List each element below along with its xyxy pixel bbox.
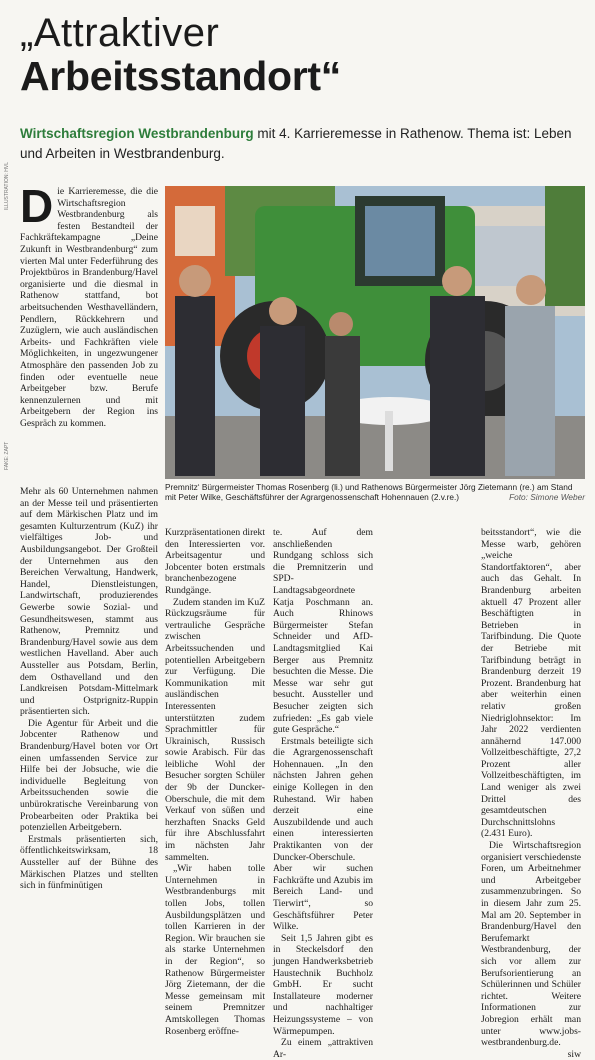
photo-caption bbox=[165, 482, 585, 503]
photo-illustration bbox=[165, 186, 585, 479]
paragraph: Zudem standen im KuZ Rückzugsräume für vertrauliche Gespräche zwischen Arbeitssuchenden und potentiellen Arbeitgebern zur Verfügung. Die Kommunikation mit ausländischen Interessenten unterstützten zudem Sprachmittler für Ukrainisch, Russisch sowie Arabisch. Für das leibliche Wohl der Besucher sorgten Schüler der 9b der Duncker-Oberschule, die mit dem Verkauf von süßen und herzhaften Snacks Geld für ihre Abschlussfahrt im nächsten Jahr sammelten. bbox=[165, 596, 265, 863]
paragraph: Mehr als 60 Unternehmen nahmen an der Messe teil und präsentierten auf dem Märkischen Platz und im gesamten Kulturzentrum (KuZ) ihr vielfältiges Job- und Ausbildungsangebot. Der Großteil der Unternehmen aus den Bereichen Verwaltung, Handwerk, Handel, Dienstleistungen, Landwirtschaft, produzierendes Gewerbe sowie Sozial- und Gesundheitswesen, stammt aus Rathenow, Premnitz und Brandenburg/Havel sowie aus dem westlichen Havelland. Aber auch Aussteller aus Potsdam, Berlin, dem Osthavelland und den Landkreisen Potsdam-Mittelmark und Ostprignitz-Ruppin präsentierten sich. bbox=[20, 486, 158, 718]
article-photo bbox=[165, 186, 585, 479]
paragraph: Erstmals präsentierten sich, öffentlichkeitswirksam, 18 Aussteller auf der Bühne des Märkischen Platzes und stellten sich in fünfminütigen bbox=[20, 833, 158, 892]
paragraph: Die Wirtschaftsregion organisiert verschiedenste Foren, um Arbeitnehmer und Arbeitgeber zusammenzubringen. So in diesem Jahr zum 25. Mal am 20. September in Brandenburg/Havel den Berufemarkt Westbrandenburg, der sich vor allem zur Berufsorientierung an Schülerinnen und Schüler richtet. Weitere Informationen zur Jobregion erhält man unter www.jobs-westbrandenburg.de. bbox=[481, 840, 581, 1049]
article-column-1 bbox=[20, 486, 158, 946]
paragraph: Seit 1,5 Jahren gibt es in Steckelsdorf den jungen Handwerksbetrieb Haustechnik Buchholz GmbH. Er sucht Installateure moderner und nachhaltiger Heizungssysteme – von Wärmepumpen. bbox=[273, 932, 373, 1037]
side-credit-top: ILLUSTRATION: HVL bbox=[4, 162, 10, 210]
paragraph: Kurzpräsentationen direkt den Interessierten vor. Arbeitsagentur und Jobcenter boten erstmals branchenbezogene Rundgänge. bbox=[165, 527, 265, 596]
article-column-1-intro bbox=[20, 180, 158, 474]
paragraph: Zu einem „attraktiven Ar- bbox=[273, 1037, 373, 1060]
paragraph: te. Auf dem anschließenden Rundgang schloss sich die Premnitzerin und SPD-Landtagsabgeordnete Katja Poschmann an. Auch Rhinows Bürgermeister Stefan Schneider und AfD-Landtagsmitglied Kai Berger aus Premnitz besuchten die Messe. Die Messe war sehr gut besucht. Aussteller und Besucher zeigten sich zufrieden: „Es gab viele gute Gespräche.“ bbox=[273, 527, 373, 736]
headline-line1: „Attraktiver bbox=[20, 11, 220, 55]
headline bbox=[20, 12, 580, 98]
intro-paragraph: ie Karrieremesse, die die Wirtschaftsregion Westbrandenburg als festen Bestandteil der Fachkräftekampagne „Deine Zukunft in Westbrandenburg“ zum vierten Mal unter Federführung des Projektbüros in Brandenburg/Havel organisierte und die diesmal in Rathenow stattfand, bot arbeitsuchenden Westhavelländern, Pendlern, Rückkehrern und Zuzüglern, wie auch ausländischen Arbeits- und Fachkräften viele Möglichkeiten, in ungezwungener Atmosphäre den passenden Job zu finden oder eventuelle neue Arbeitgeber bzw. Berufe kennenzulernen und mit Arbeitgebern der Region ins Gespräch zu kommen. bbox=[20, 186, 158, 429]
headline-line2: Arbeitsstandort“ bbox=[20, 53, 341, 99]
subheadline-highlight: Wirtschaftsregion Westbrandenburg bbox=[20, 126, 254, 141]
subheadline-text: mit 4. Karrieremesse in Rathenow. Thema ist: Leben und Arbeiten in Westbrandenburg. bbox=[20, 126, 572, 161]
dropcap: D bbox=[20, 180, 54, 232]
caption-text: Premnitz‘ Bürgermeister Thomas Rosenberg (li.) und Rathenows Bürgermeister Jörg Zietemann (re.) am Stand mit Peter Wilke, Geschäftsführer der Agrargenossenschaft Hohennauen (2.v.re.) bbox=[165, 482, 573, 503]
paragraph: Die Agentur für Arbeit und die Jobcenter Rathenow und Brandenburg/Havel boten vor Ort einen umfassenden Service zur Hilfe bei der Jobsuche, wie die individuelle Begleitung von Arbeitssuchenden sowie die unbürokratische Vereinbarung von Probearbeiten oder Praktika bei potenziellen Arbeitgebern. bbox=[20, 717, 158, 834]
article-column-3 bbox=[273, 527, 373, 1060]
subheadline bbox=[20, 124, 580, 164]
paragraph: beitsstandort“, wie die Messe warb, gehören „weiche Standortfaktoren“, aber auch das Gehalt. In Brandenburg arbeiten aktuell 47 Prozent aller Beschäftigten in Betrieben in Tarifbindung. Die Quote der Betriebe mit Tarifbindung beträgt in Brandenburg derzeit 19 Prozent. Brandenburg hat aber weiterhin einen relativ großen Niedriglohnsektor: Im Jahr 2022 verdienten annähernd 147.000 Vollzeitbeschäftigte, 27,2 Prozent aller Vollzeitbeschäftigten, im Land weniger als zwei Drittel des gesamtdeutschen Durchschnittslohns (2.431 Euro). bbox=[481, 527, 581, 840]
paragraph: „Wir haben tolle Unternehmen in Westbrandenburgs mit tollen Jobs, tollen Ausbildungsplätzen und tollen Karrieren in der Region. Wir brauchen sie als starke Unternehmen in der Region“, so Rathenow Bürgermeister Jörg Zietemann, der die Messe gemeinsam mit seinem Premnitzer Amtskollegen Thomas Rosenberg eröffne- bbox=[165, 863, 265, 1037]
side-credit-mid: FAKE: ZAPT bbox=[4, 441, 10, 470]
paragraph: Erstmals beteiligte sich die Agrargenossenschaft Hohennauen. „In den nächsten Jahren gehen einige Kollegen in den Ruhestand. Wir haben derzeit eine Auszubildende und auch einen interessierten Praktikanten von der Duncker-Oberschule. Aber wir suchen Fachkräfte und Azubis im Bereich Land- und Tierwirt“, so Geschäftsführer Peter Wilke. bbox=[273, 735, 373, 933]
article-column-2 bbox=[165, 527, 265, 1037]
photo-credit: Foto: Simone Weber bbox=[509, 492, 585, 503]
article-column-4 bbox=[481, 527, 581, 1060]
author-signature: siw bbox=[567, 1048, 581, 1060]
